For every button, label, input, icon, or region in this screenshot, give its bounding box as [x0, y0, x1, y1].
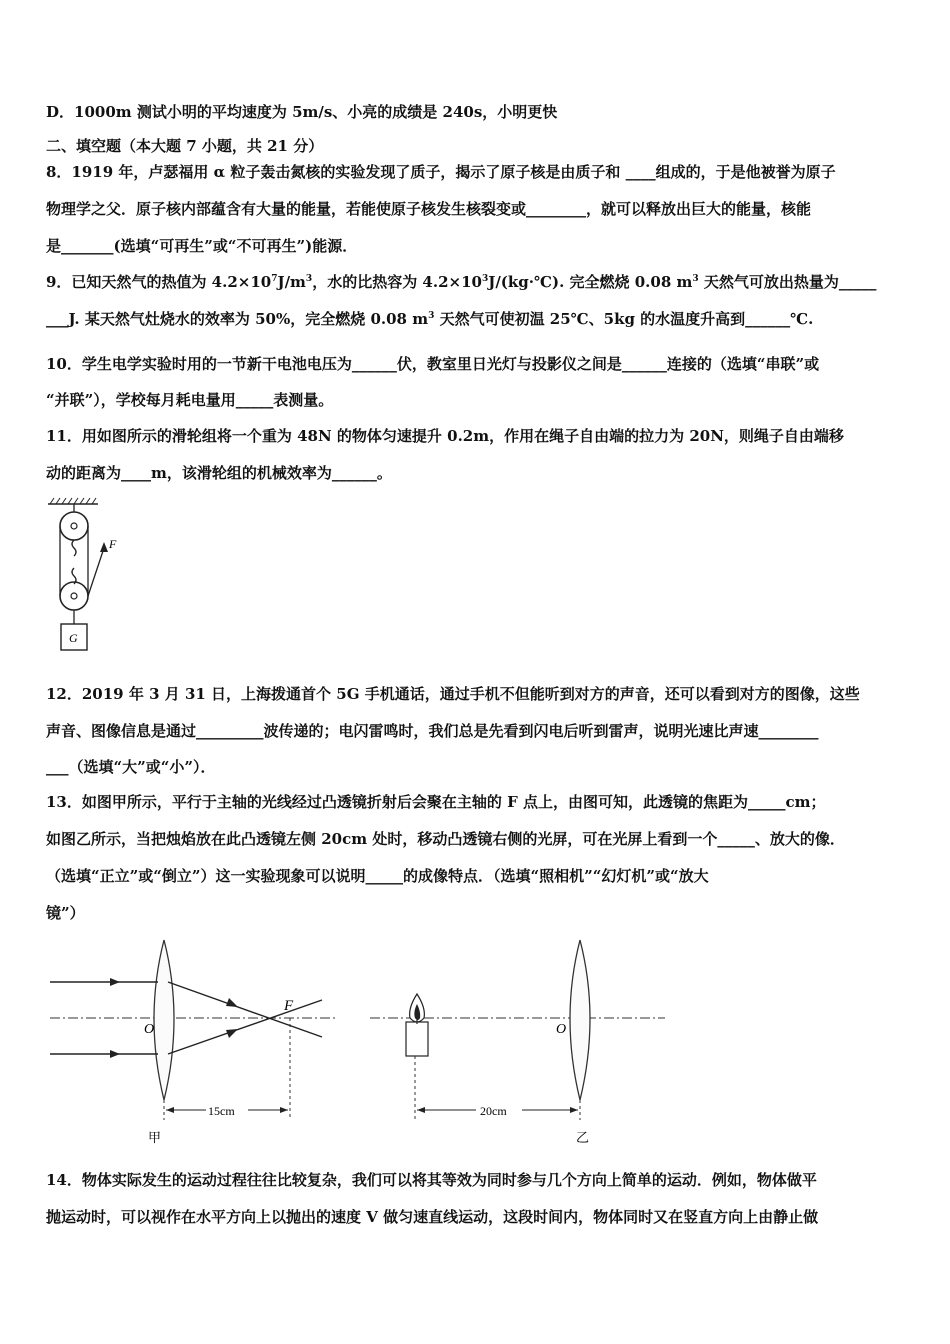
q9-line-1: 9．已知天然气的热值为 $4.2\times 10^7J/m^3$，水的比热容为 $4.2\times 10^3J/(kg\cdot℃)$. 完全燃烧 0.08 $m^3$ 天然气可放出热量为_____	[46, 273, 877, 291]
q11-line-1: 11．用如图所示的滑轮组将一个重为 48N 的物体匀速提升 0.2m，作用在绳子自由端的拉力为 20N，则绳子自由端移	[46, 427, 844, 445]
pulley-figure	[40, 496, 135, 658]
q10-line-1: 10．学生电学实验时用的一节新干电池电压为______伏，教室里日光灯与投影仪之间是______连接的（选填“串联”或	[46, 355, 820, 373]
figure-caption-a: 甲	[148, 1130, 162, 1145]
convex-lens	[570, 940, 590, 1100]
movable-pulley	[60, 582, 88, 610]
focus-label: F	[284, 998, 294, 1014]
section-heading: 二、填空题（本大题 7 小题，共 21 分）	[46, 137, 324, 155]
weight-label: G	[69, 631, 78, 645]
q12-line-1: 12．2019 年 3 月 31 日，上海拨通首个 5G 手机通话，通过手机不但能听到对方的声音，还可以看到对方的图像，这些	[46, 685, 860, 703]
q12-line-3: ___（选填“大”或“小”）．	[46, 758, 216, 776]
q14-line-2: 抛运动时，可以视作在水平方向上以抛出的速度 V 做匀速直线运动，这段时间内，物体同时又在竖直方向上由静止做	[46, 1208, 819, 1226]
q12-line-2: 声音、图像信息是通过_________波传递的；电闪雷鸣时，我们总是先看到闪电后听到雷声，说明光速比声速________	[46, 722, 819, 740]
free-rope	[88, 548, 104, 596]
q13-line-4: 镜”）	[46, 904, 85, 922]
q13-line-2: 如图乙所示，当把烛焰放在此凸透镜左侧 20cm 处时，移动凸透镜右侧的光屏，可在光屏上看到一个_____、放大的像．	[46, 830, 845, 848]
option-d-line: D．1000m 测试小明的平均速度为 5m/s、小亮的成绩是 240s，小明更快	[46, 103, 558, 121]
q13-line-3: （选填“正立”或“倒立”）这一实验现象可以说明_____的成像特点．（选填“照相机”“幻灯机”或“放大	[46, 867, 709, 885]
q8-line-3: 是_______(选填“可再生”或“不可再生”)能源．	[46, 237, 358, 255]
q8-line-1: 8．1919 年，卢瑟福用 α 粒子轰击氮核的实验发现了质子，揭示了原子核是由质子和 ____组成的，于是他被誉为原子	[46, 163, 836, 181]
hook	[72, 540, 76, 556]
q13-line-1: 13．如图甲所示，平行于主轴的光线经过凸透镜折射后会聚在主轴的 F 点上，由图可知，此透镜的焦距为_____cm；	[46, 793, 826, 811]
lens-figure-b	[360, 930, 670, 1145]
distance-label: 20cm	[480, 1104, 507, 1118]
q8-line-2: 物理学之父．原子核内部蕴含有大量的能量，若能使原子核发生核裂变或________，就可以释放出巨大的能量，核能	[46, 200, 812, 218]
q14-line-1: 14．物体实际发生的运动过程往往比较复杂，我们可以将其等效为同时参与几个方向上简单的运动．例如，物体做平	[46, 1171, 817, 1189]
candle	[406, 994, 428, 1056]
distance-label: 15cm	[208, 1104, 235, 1118]
optical-center-label: O	[556, 1022, 567, 1037]
figure-caption-b: 乙	[576, 1130, 590, 1145]
force-label: F	[109, 537, 117, 551]
convex-lens	[154, 940, 174, 1100]
q10-line-2: “并联”），学校每月耗电量用_____表测量。	[46, 391, 334, 409]
lens-figure-a	[40, 930, 340, 1145]
ceiling-hatch	[50, 498, 96, 504]
optical-center-label: O	[144, 1022, 155, 1037]
q9-line-2: ___J. 某天然气灶烧水的效率为 50%，完全燃烧 0.08 $m^3$ 天然气可使初温 25℃、5kg 的水温度升高到______℃.	[46, 310, 814, 328]
force-arrow	[100, 542, 108, 552]
fixed-pulley	[60, 512, 88, 540]
q11-line-2: 动的距离为____m，该滑轮组的机械效率为______。	[46, 464, 392, 482]
